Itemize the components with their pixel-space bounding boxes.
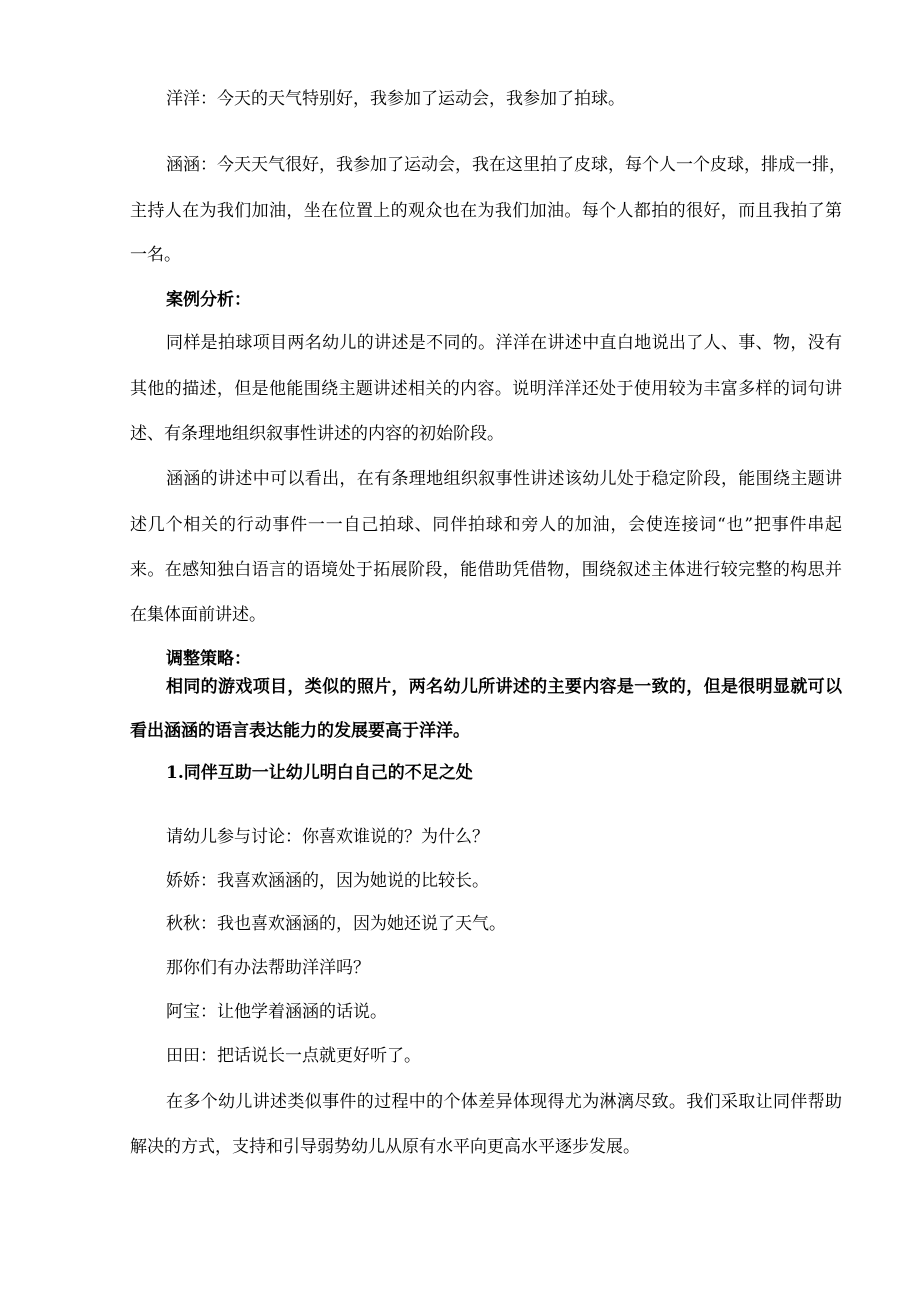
dialogue-help-question: 那你们有办法帮助洋洋吗？ — [166, 958, 370, 978]
case-analysis-para2-line-4: 在集体面前讲述。 — [130, 605, 266, 625]
strategy-point-1: 1.同伴互助一让幼儿明白自己的不足之处 — [166, 763, 473, 783]
case-analysis-para1-line-3: 述、有条理地组织叙事性讲述的内容的初始阶段。 — [130, 424, 504, 444]
dialogue-qiuqiu: 秋秋：我也喜欢涵涵的，因为她还说了天气。 — [166, 914, 506, 934]
case-analysis-para2-line-3: 来。在感知独白语言的语境处于拓展阶段，能借助凭借物，围绕叙述主体进行较完整的构思并 — [130, 560, 842, 580]
conclusion-line-1: 在多个幼儿讲述类似事件的过程中的个体差异体现得尤为淋漓尽致。我们采取让同伴帮助 — [166, 1092, 842, 1112]
dialogue-yangyang: 洋洋：今天的天气特别好，我参加了运动会，我参加了拍球。 — [166, 89, 625, 109]
dialogue-tiantian: 田田：把话说长一点就更好听了。 — [166, 1046, 421, 1066]
strategy-summary-line-2: 看出涵涵的语言表达能力的发展要高于洋洋。 — [130, 721, 470, 741]
case-analysis-para2-line-2: 述几个相关的行动事件一一自己拍球、同伴拍球和旁人的加油，会使连接词“也”把事件串起 — [130, 515, 842, 535]
dialogue-jiaojiao: 娇娇：我喜欢涵涵的，因为她说的比较长。 — [166, 871, 489, 891]
case-analysis-para1-line-1: 同样是拍球项目两名幼儿的讲述是不同的。洋洋在讲述中直白地说出了人、事、物，没有 — [166, 333, 842, 353]
case-analysis-para2-line-1: 涵涵的讲述中可以看出，在有条理地组织叙事性讲述该幼儿处于稳定阶段，能围绕主题讲 — [166, 469, 842, 489]
strategy-summary-line-1: 相同的游戏项目，类似的照片，两名幼儿所讲述的主要内容是一致的，但是很明显就可以 — [166, 677, 842, 697]
case-analysis-heading: 案例分析： — [166, 290, 251, 310]
strategy-heading: 调整策略： — [166, 649, 251, 669]
case-analysis-para1-line-2: 其他的描述，但是他能围绕主题讲述相关的内容。说明洋洋还处于使用较为丰富多样的词句讲 — [130, 379, 842, 399]
dialogue-abao: 阿宝：让他学着涵涵的话说。 — [166, 1002, 387, 1022]
dialogue-hanhan-line-2: 主持人在为我们加油，坐在位置上的观众也在为我们加油。每个人都拍的很好，而且我拍了第 — [130, 201, 842, 221]
dialogue-question: 请幼儿参与讨论：你喜欢谁说的？为什么？ — [166, 827, 489, 847]
dialogue-hanhan-line-3: 一名。 — [130, 245, 181, 265]
dialogue-hanhan-line-1: 涵涵：今天天气很好，我参加了运动会，我在这里拍了皮球，每个人一个皮球，排成一排， — [166, 155, 846, 175]
conclusion-line-2: 解决的方式，支持和引导弱势幼儿从原有水平向更高水平逐步发展。 — [130, 1137, 640, 1157]
